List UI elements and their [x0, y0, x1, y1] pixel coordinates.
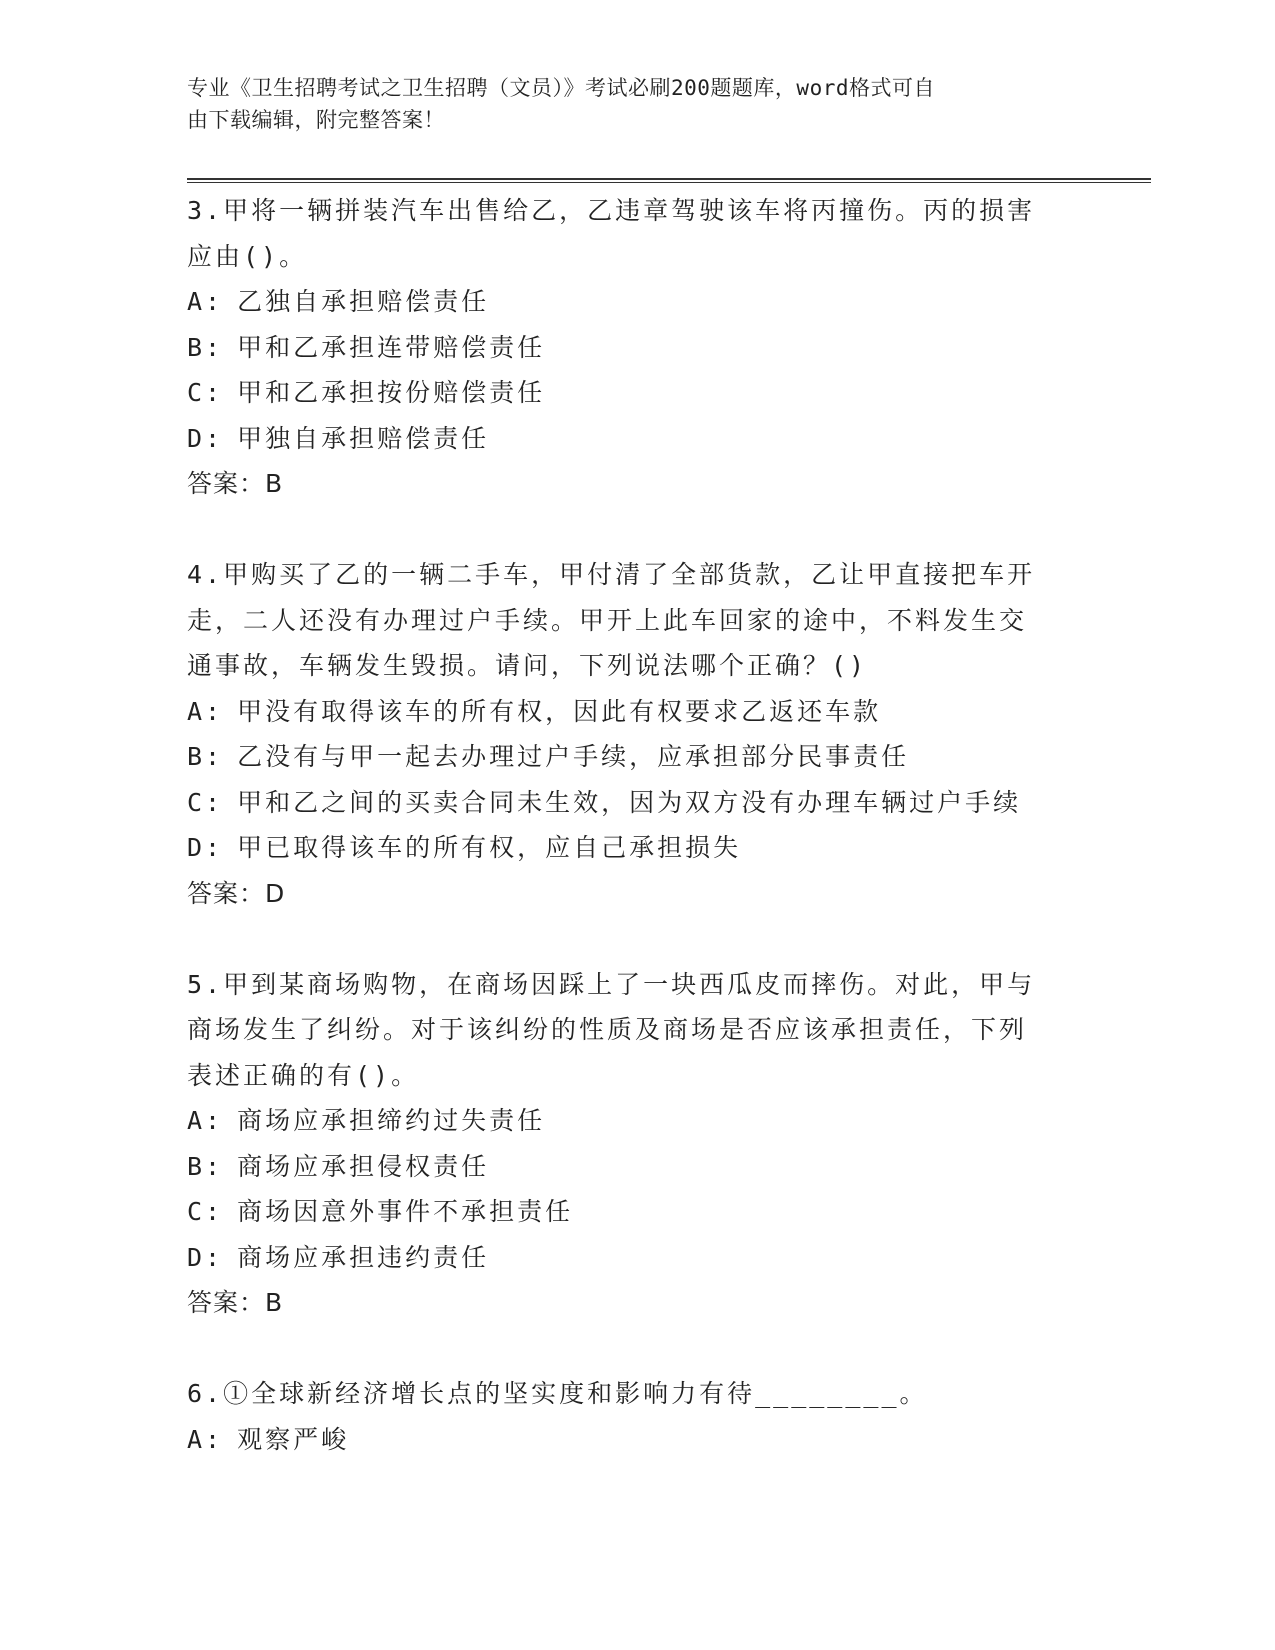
question-5 — [187, 962, 1067, 1326]
question-stem-line: 3.甲将一辆拼装汽车出售给乙，乙违章驾驶该车将丙撞伤。丙的损害 — [187, 196, 1036, 225]
question-stem-line: 商场发生了纠纷。对于该纠纷的性质及商场是否应该承担责任，下列 — [187, 1015, 1028, 1044]
option-text: 甲没有取得该车的所有权，因此有权要求乙返还车款 — [237, 696, 882, 726]
option-label: B: — [187, 1151, 224, 1181]
option-a — [187, 279, 1067, 325]
option-label: C: — [187, 787, 224, 817]
option-label: C: — [187, 1197, 224, 1226]
question-stem-line: 4.甲购买了乙的一辆二手车，甲付清了全部货款，乙让甲直接把车开 — [187, 560, 1036, 589]
document-header — [187, 72, 1067, 136]
option-text: 商场应承担侵权责任 — [237, 1151, 490, 1181]
option-label: B: — [187, 332, 224, 362]
option-d — [187, 1235, 1067, 1281]
option-label: A: — [187, 1106, 224, 1135]
option-a — [187, 1417, 1067, 1463]
question-stem-line: 6.①全球新经济增长点的坚实度和影响力有待________。 — [187, 1379, 928, 1408]
option-b — [187, 1144, 1067, 1190]
question-stem-line: 走，二人还没有办理过户手续。甲开上此车回家的途中，不料发生交 — [187, 605, 1028, 635]
option-text: 乙独自承担赔偿责任 — [237, 287, 490, 316]
question-stem-line: 应由()。 — [187, 241, 308, 271]
header-line-2: 由下载编辑，附完整答案！ — [187, 108, 445, 132]
option-d — [187, 825, 1067, 871]
option-label: D: — [187, 1242, 224, 1272]
option-text: 乙没有与甲一起去办理过户手续，应承担部分民事责任 — [237, 742, 910, 771]
question-stem-line: 通事故，车辆发生毁损。请问，下列说法哪个正确？() — [187, 651, 868, 680]
option-c — [187, 1189, 1067, 1235]
option-a — [187, 1098, 1067, 1144]
option-text: 商场因意外事件不承担责任 — [237, 1197, 574, 1226]
option-label: B: — [187, 742, 224, 771]
option-d — [187, 416, 1067, 462]
option-b — [187, 325, 1067, 371]
question-3 — [187, 188, 1067, 507]
option-c — [187, 370, 1067, 416]
option-label: A: — [187, 287, 224, 316]
answer-line: 答案：B — [187, 469, 284, 498]
question-4 — [187, 552, 1067, 916]
answer-line: 答案：D — [187, 878, 286, 908]
option-label: A: — [187, 696, 224, 726]
question-stem-line: 5.甲到某商场购物，在商场因踩上了一块西瓜皮而摔伤。对此，甲与 — [187, 969, 1036, 999]
option-text: 甲和乙之间的买卖合同未生效，因为双方没有办理车辆过户手续 — [237, 787, 1022, 817]
question-stem-line: 表述正确的有()。 — [187, 1060, 420, 1090]
option-b — [187, 734, 1067, 780]
option-a — [187, 689, 1067, 735]
option-label: C: — [187, 378, 224, 407]
option-label: A: — [187, 1424, 224, 1454]
option-text: 商场应承担违约责任 — [237, 1242, 490, 1272]
option-text: 甲独自承担赔偿责任 — [237, 423, 490, 453]
option-label: D: — [187, 833, 224, 862]
answer-line: 答案：B — [187, 1288, 284, 1317]
option-text: 甲和乙承担按份赔偿责任 — [237, 378, 546, 407]
option-c — [187, 780, 1067, 826]
question-list — [187, 188, 1067, 1508]
header-line-1: 专业《卫生招聘考试之卫生招聘（文员）》考试必刷200题题库，word格式可自 — [187, 76, 935, 100]
option-label: D: — [187, 423, 224, 453]
question-6 — [187, 1371, 1067, 1462]
header-divider — [187, 178, 1151, 180]
option-text: 商场应承担缔约过失责任 — [237, 1106, 546, 1135]
option-text: 甲已取得该车的所有权，应自己承担损失 — [237, 833, 742, 862]
option-text: 甲和乙承担连带赔偿责任 — [237, 332, 546, 362]
header-divider-thin — [187, 182, 1151, 183]
option-text: 观察严峻 — [237, 1424, 350, 1454]
